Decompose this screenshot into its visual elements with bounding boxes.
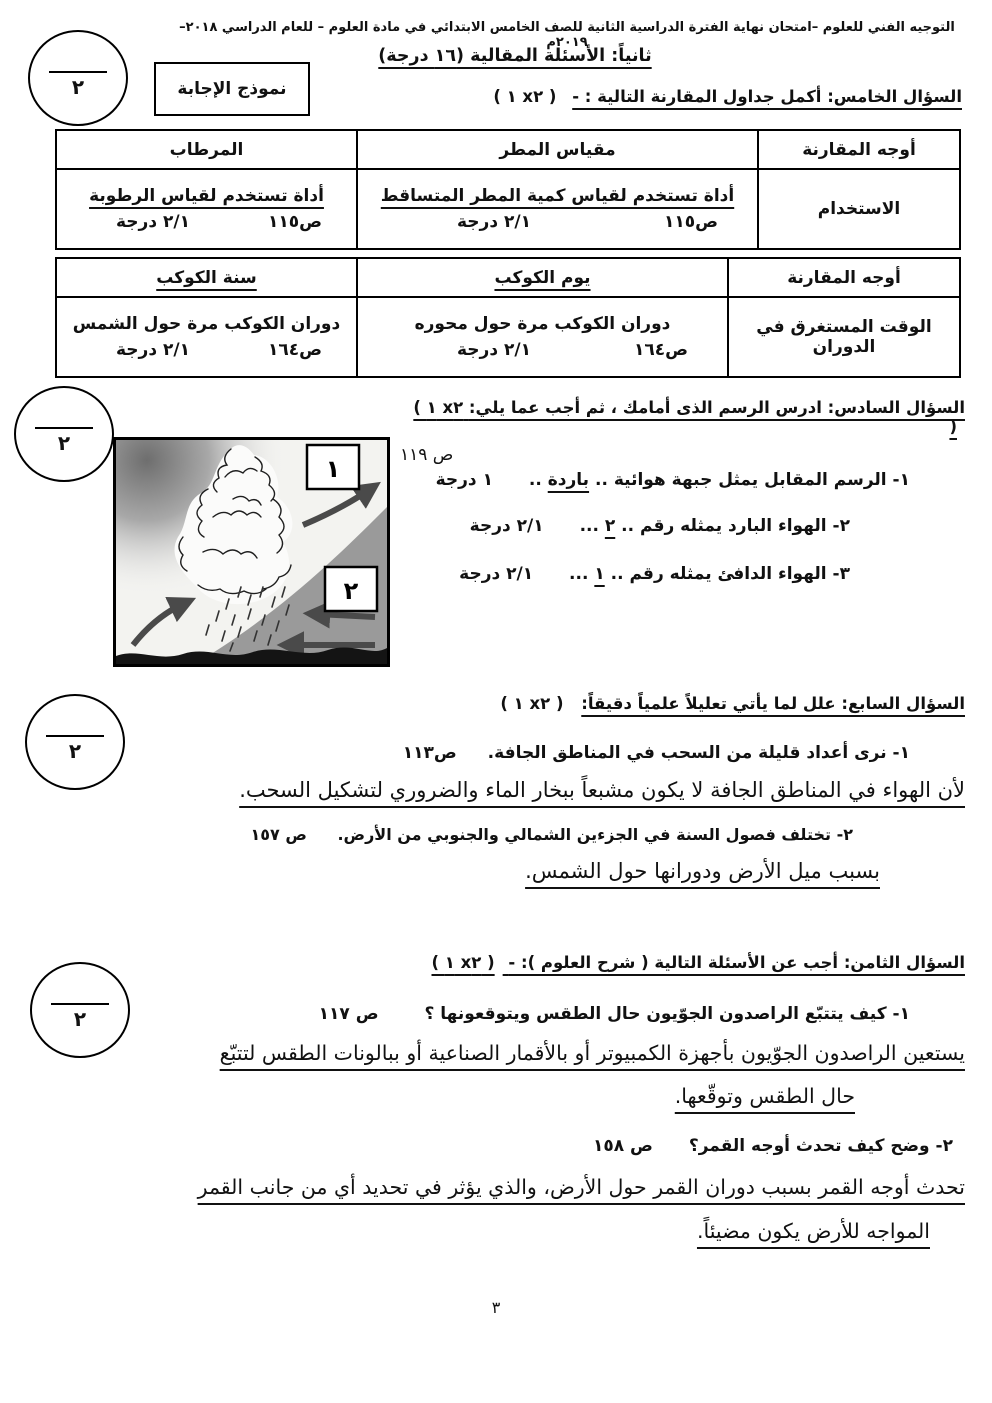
item-score: ٢/١ درجة [459,564,534,584]
score: ٢/١ درجة [116,212,190,232]
score-max-value: ٢ [71,75,85,99]
q6-item-1 [400,470,910,490]
t2-col2-header: سنة الكوكب [56,258,357,297]
answer-score-line [61,206,352,232]
q8-points: ( ١ x٢ ) [431,953,495,972]
q7-block [15,694,965,887]
answer-text: دوران الكوكب مرة حول الشمس [72,314,341,334]
score-max-value: ٢ [57,431,71,455]
page-ref: ص١٦٤ [267,340,322,360]
q5-points: ( ١ x٢ ) [493,87,557,106]
item-answer: ١ [594,564,605,584]
q6-block [400,398,965,584]
q6-points: ( ١ x٢ ) [413,398,957,436]
item-score: ١ درجة [435,470,493,490]
q8-answer-2-line-2: المواجه للأرض يكون مضيئاً. [696,1219,930,1244]
answer-score-line [362,206,753,232]
q7-heading [15,694,965,713]
q7-question-1 [15,743,910,763]
t2-row-label: الوقت المستغرق في الدوران [728,297,960,377]
q7-points: ( ١ x٢ ) [500,694,564,713]
q7-heading-text: السؤال السابع: علل لما يأتي تعليلاً علمياً دقيقاً: [581,694,965,713]
item-answer: باردة [547,470,590,490]
score-circle-q6 [14,386,114,482]
page-ref: ص١١٣ [402,743,457,763]
item-score: ٢/١ درجة [469,516,544,536]
item-dots: ... [579,516,599,536]
page-ref: ص ١٥٨ [593,1135,653,1156]
question-text: ٢- وضح كيف تحدث أوجه القمر؟ [688,1135,953,1156]
page-ref: ص ١١٧ [318,1004,379,1024]
item-dots: ... [569,564,589,584]
q6-heading-text: السؤال السادس: ادرس الرسم الذى أمامك ، ثم أجب عما يلي: [468,398,965,417]
score-max-value: ٢ [68,739,82,763]
t2-col1-answer-cell [357,297,728,377]
q7-answer-1: لأن الهواء في المناطق الجافة لا يكون مشبعاً ببخار الماء والضروري لتشكيل السحب. [239,778,965,802]
page-ref: ص١١٥ [267,212,322,232]
label-1-text: ١ [325,455,341,483]
q6-item-3 [400,564,850,584]
score-circle-q5 [28,30,128,126]
q8-answer-2-line-1: تحدث أوجه القمر بسبب دوران القمر حول الأرض، والذي يؤثر في تحديد أي من جانب القمر [197,1174,965,1199]
answer-text: دوران الكوكب مرة حول محوره [414,314,671,334]
question-text: ٢- تختلف فصول السنة في الجزءين الشمالي والجنوبي من الأرض. [337,824,853,844]
score-blank-line [49,71,107,73]
comparison-table-1 [55,129,961,250]
q8-question-2 [15,1136,953,1156]
page-ref: ص١٦٤ [633,340,688,360]
item-text: ١- الرسم المقابل يمثل جبهة هوائية .. [594,470,910,490]
t2-col2-answer-cell [56,297,357,377]
page-number: ٣ [491,1298,501,1317]
t1-row-label: الاستخدام [758,169,960,249]
model-answer-box: نموذج الإجابة [154,62,310,116]
q8-answer-1-line-2: حال الطقس وتوقّعها. [674,1083,855,1108]
t1-col2-answer-cell [56,169,357,249]
page-ref: ص ١٥٧ [250,824,307,844]
question-text: ١- نرى أعداد قليلة من السحب في المناطق الجافة. [487,743,910,763]
exam-header-line: التوجيه الفني للعلوم –امتحان نهاية الفترة الدراسية الثانية للصف الخامس الابتدائي في مادة العلوم – للعام الدراسي ٢٠١٨–٢٠١٩م [179,20,955,50]
page-ref: ص١١٥ [663,212,718,232]
section-title: ثانياً: الأسئلة المقالية (١٦ درجة) [378,46,652,66]
q6-heading [400,398,965,436]
answer-score-line [362,334,723,360]
q7-answer-2: بسبب ميل الأرض ودورانها حول الشمس. [525,858,880,883]
t1-col2-header: المرطاب [56,130,357,169]
answer-text: أداة تستخدم لقياس الرطوبة [89,186,324,206]
q6-page-ref: ص ١١٩ [400,445,454,465]
cold-air-arrow-1 [317,614,375,617]
item-answer: ٢ [604,516,616,536]
q8-block [15,953,965,1247]
label-2-text: ٢ [343,577,359,605]
q7-question-2 [15,825,853,844]
weather-front-diagram [113,437,390,667]
q5-heading [493,87,962,106]
t2-aspect-header: أوجه المقارنة [728,258,960,297]
t1-aspect-header: أوجه المقارنة [758,130,960,169]
item-text: ٢- الهواء البارد يمثله رقم .. [621,516,850,536]
t1-col1-answer-cell [357,169,758,249]
weather-front-figure [113,437,390,671]
score: ٢/١ درجة [457,212,531,232]
t2-col1-header: يوم الكوكب [357,258,728,297]
answer-text: أداة تستخدم لقياس كمية المطر المتساقط [380,186,735,206]
t1-col1-header: مقياس المطر [357,130,758,169]
q5-heading-text: السؤال الخامس: أكمل جداول المقارنة التالية : - [572,87,962,106]
answer-score-line [61,334,352,360]
item-dots: .. [528,470,542,490]
q6-item-2 [400,516,850,536]
comparison-table-2 [55,257,961,378]
score-blank-line [35,427,93,429]
score-max-value: ٢ [73,1007,87,1031]
score: ٢/١ درجة [116,340,190,360]
item-text: ٣- الهواء الدافئ يمثله رقم .. [610,564,850,584]
q8-heading [15,953,965,972]
question-text: ١- كيف يتتبّع الراصدون الجوّيون حال الطقس ويتوقعونها ؟ [424,1004,910,1024]
q8-heading-text: السؤال الثامن: أجب عن الأسئلة التالية ( شرح العلوم ): - [508,953,965,972]
q8-question-1 [15,1004,910,1024]
score: ٢/١ درجة [457,340,531,360]
q8-answer-1-line-1: يستعين الراصدون الجوّيون بأجهزة الكمبيوتر أو بالأقمار الصناعية أو ببالونات الطقس لتتبّع [219,1041,965,1065]
